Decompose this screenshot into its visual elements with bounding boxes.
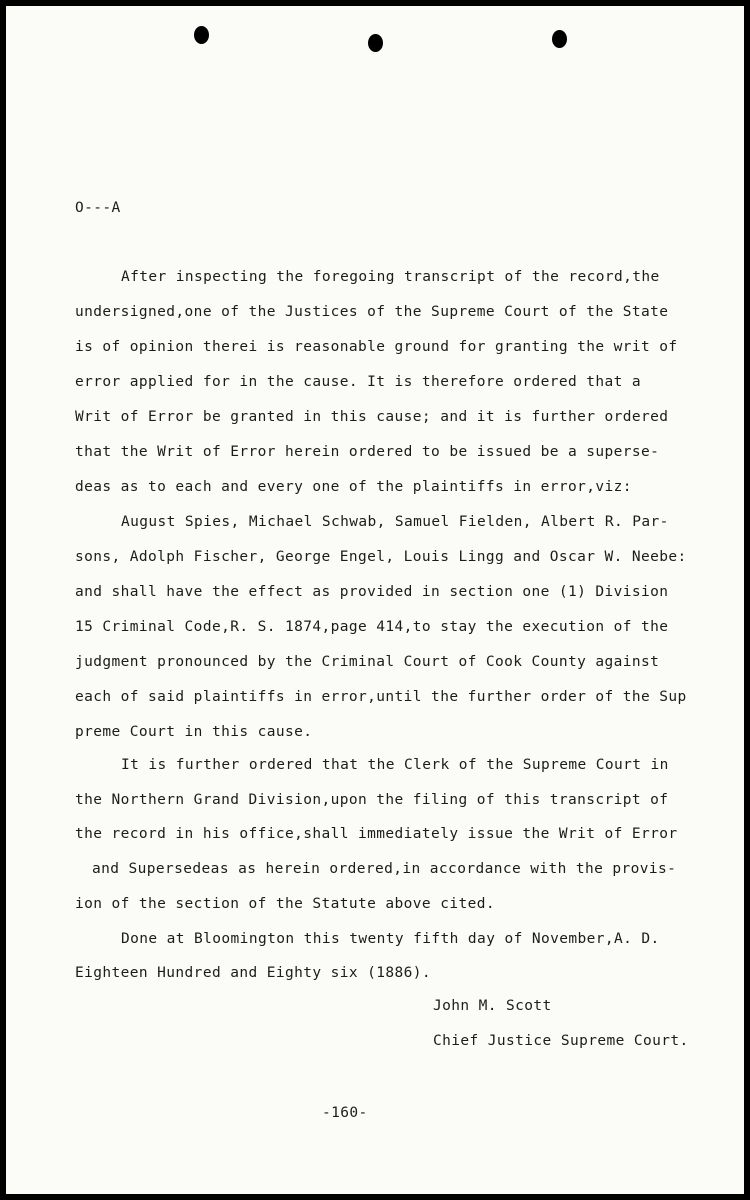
body-line: each of said plaintiffs in error,until the further order of the Sup xyxy=(75,689,687,705)
body-line: Writ of Error be granted in this cause; and it is further ordered xyxy=(75,409,669,425)
signature-name: John M. Scott xyxy=(433,998,552,1014)
body-line: judgment pronounced by the Criminal Court of Cook County against xyxy=(75,654,660,670)
body-line: the record in his office,shall immediately issue the Writ of Error xyxy=(75,826,678,842)
body-line: 15 Criminal Code,R. S. 1874,page 414,to stay the execution of the xyxy=(75,619,669,635)
signature-title: Chief Justice Supreme Court. xyxy=(433,1033,689,1049)
document-page xyxy=(6,6,744,1194)
body-line: is of opinion therei is reasonable ground for granting the writ of xyxy=(75,339,678,355)
body-line: August Spies, Michael Schwab, Samuel Fielden, Albert R. Par- xyxy=(121,514,669,530)
body-line: preme Court in this cause. xyxy=(75,724,313,740)
page-number: -160- xyxy=(322,1105,368,1121)
body-line: sons, Adolph Fischer, George Engel, Louis Lingg and Oscar W. Neebe: xyxy=(75,549,687,565)
body-line: Done at Bloomington this twenty fifth day of November,A. D. xyxy=(121,931,660,947)
body-line: Eighteen Hundred and Eighty six (1886). xyxy=(75,965,432,981)
body-line: and Supersedeas as herein ordered,in accordance with the provis- xyxy=(92,861,677,877)
punch-hole xyxy=(368,34,383,52)
body-line: After inspecting the foregoing transcript of the record,the xyxy=(121,269,660,285)
body-line: and shall have the effect as provided in section one (1) Division xyxy=(75,584,669,600)
body-line: deas as to each and every one of the plaintiffs in error,viz: xyxy=(75,479,632,495)
body-line: It is further ordered that the Clerk of the Supreme Court in xyxy=(121,757,669,773)
body-line: the Northern Grand Division,upon the filing of this transcript of xyxy=(75,792,669,808)
body-line: error applied for in the cause. It is therefore ordered that a xyxy=(75,374,642,390)
body-line: ion of the section of the Statute above cited. xyxy=(75,896,495,912)
punch-hole xyxy=(552,30,567,48)
body-line: that the Writ of Error herein ordered to be issued be a superse- xyxy=(75,444,660,460)
punch-hole xyxy=(194,26,209,44)
document-marker: O---A xyxy=(75,200,121,216)
body-line: undersigned,one of the Justices of the Supreme Court of the State xyxy=(75,304,669,320)
